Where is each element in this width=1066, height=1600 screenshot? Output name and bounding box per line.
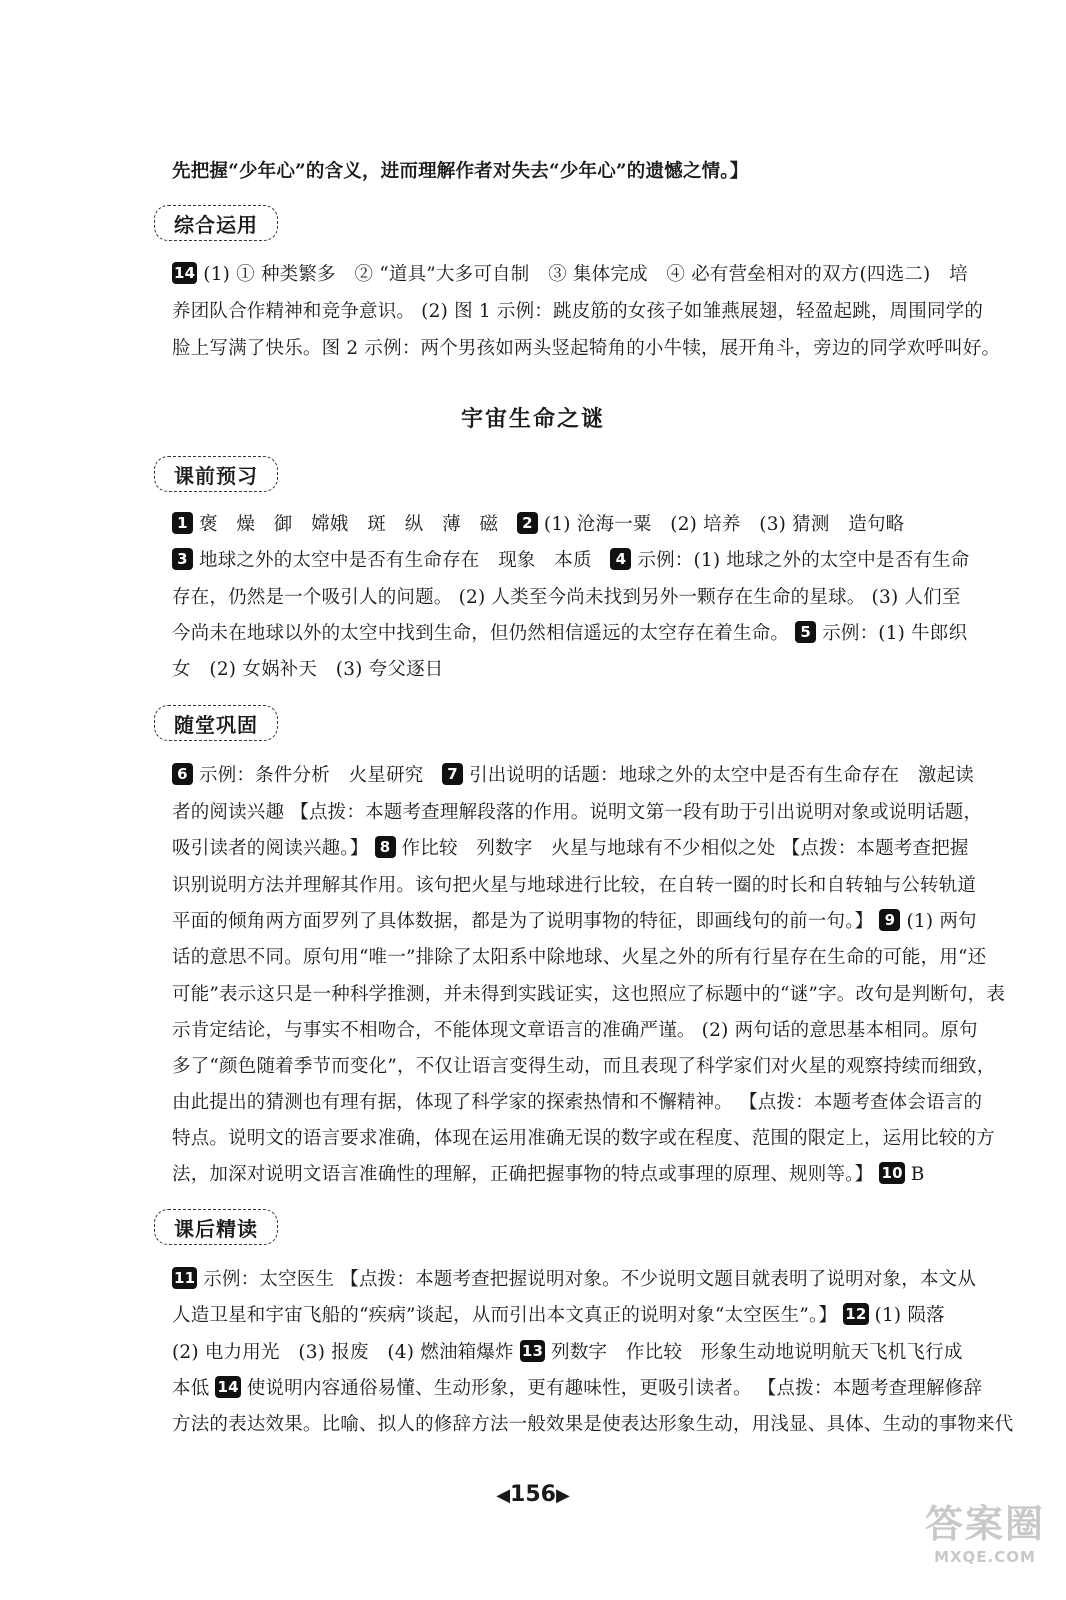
text-line: 话的意思不同。原句用“唯一”排除了太阳系中除地球、火星之外的所有行星存在生命的可能，用“还 (172, 947, 987, 968)
text-line: 脸上写满了快乐。图 2 示例：两个男孩如两头竖起犄角的小牛犊，展开角斗，旁边的同学欢呼叫好。 (172, 338, 1001, 359)
arrow-right-icon: ▶ (555, 1485, 570, 1506)
question-number-badge: 3 (172, 548, 193, 570)
question-number-badge: 11 (174, 1269, 196, 1287)
question-number-badge: 1 (172, 512, 193, 534)
text-line: 养团队合作精神和竞争意识。 (2) 图 1 示例：跳皮筋的女孩子如雏燕展翅，轻盈起跳，周围同学的 (172, 301, 984, 322)
section-tag-zonghe: 综合运用 (154, 205, 278, 241)
text-line: 本低 14 使说明内容通俗易懂、生动形象，更有趣味性，更吸引读者。 【点拨：本题考查理解修辞 (172, 1378, 983, 1399)
text-line: 方法的表达效果。比喻、拟人的修辞方法一般效果是使表达形象生动，用浅显、具体、生动的事物来代 (172, 1414, 1014, 1435)
question-number-badge: 14 (174, 264, 196, 282)
text-line: (2) 电力用光 (3) 报废 (4) 燃油箱爆炸 13 列数字 作比较 形象生动地说明航天飞机飞行成 (172, 1342, 963, 1363)
section-title: 宇宙生命之谜 (460, 407, 605, 432)
question-number-badge: 4 (610, 548, 631, 570)
text-line: 示肯定结论，与事实不相吻合，不能体现文章语言的准确严谨。 (2) 两句话的意思基本相同。原句 (172, 1020, 978, 1041)
text-line: 多了“颜色随着季节而变化”，不仅让语言变得生动，而且表现了科学家们对火星的观察持续而细致， (172, 1056, 996, 1077)
text-line: 平面的倾角两方面罗列了具体数据，都是为了说明事物的特征，即画线句的前一句。】 9 (1) 两句 (172, 911, 977, 932)
page-number: ◀156▶ (496, 1482, 570, 1507)
text-line: 女 (2) 女娲补天 (3) 夸父逐日 (172, 659, 444, 680)
text-line: 6 示例：条件分析 火星研究 7 引出说明的话题：地球之外的太空中是否有生命存在 激起读 (172, 761, 1020, 791)
text-line: 1 褒 燥 御 嫦娥 斑 纵 薄 磁 2 (1) 沧海一粟 (2) 培养 (3) 猜测 造句略 (172, 510, 1020, 540)
watermark-logo: 答案圈 MXQE.COM (924, 1502, 1045, 1566)
question-number-badge: 5 (795, 621, 816, 643)
question-number-badge: 9 (879, 909, 900, 931)
text-line: 法，加深对说明文语言准确性的理解，正确把握事物的特点或事理的原理、规则等。】 10 B (172, 1164, 925, 1185)
text-line: 特点。说明文的语言要求准确，体现在运用准确无误的数字或在程度、范围的限定上，运用比较的方 (172, 1128, 995, 1149)
text-line: 3 地球之外的太空中是否有生命存在 现象 本质 4 示例：(1) 地球之外的太空中是否有生命 (172, 546, 1020, 576)
text-line: 14 (1) ① 种类繁多 ② “道具”大多可自制 ③ 集体完成 ④ 必有营垒相对的双方(四选二) 培 (174, 264, 968, 285)
arrow-left-icon: ◀ (496, 1485, 511, 1506)
text-line: 先把握“少年心”的含义，进而理解作者对失去“少年心”的遗憾之情。】 (172, 161, 749, 182)
question-number-badge: 10 (881, 1164, 903, 1182)
question-number-badge: 13 (521, 1342, 544, 1360)
text-line: 识别说明方法并理解其作用。该句把火星与地球进行比较，在自转一圈的时长和自转轴与公转轨道 (172, 875, 977, 896)
section-tag-khjd: 课后精读 (154, 1209, 278, 1245)
text-line: 可能”表示这只是一种科学推测，并未得到实践证实，这也照应了标题中的“谜”字。改句是判断句，表 (172, 984, 1006, 1005)
question-number-badge: 2 (517, 512, 538, 534)
text-line: 人造卫星和宇宙飞船的“疾病”谈起，从而引出本文真正的说明对象“太空医生”。】 12 (1) 陨落 (172, 1305, 945, 1326)
question-number-badge: 12 (845, 1305, 867, 1323)
text-line: 吸引读者的阅读兴趣。】 8 作比较 列数字 火星与地球有不少相似之处 【点拨：本题考查把握 (172, 838, 969, 859)
section-tag-kqyx: 课前预习 (154, 456, 278, 492)
text-line: 者的阅读兴趣 【点拨：本题考查理解段落的作用。说明文第一段有助于引出说明对象或说明话题， (172, 802, 983, 823)
question-number-badge: 8 (375, 836, 396, 858)
section-tag-stgg: 随堂巩固 (154, 705, 278, 741)
question-number-badge: 14 (217, 1378, 239, 1396)
question-number-badge: 6 (172, 763, 193, 785)
text-line: 今尚未在地球以外的太空中找到生命，但仍然相信遥远的太空存在着生命。 5 示例：(1) 牛郎织 (172, 623, 968, 644)
question-number-badge: 7 (442, 763, 463, 785)
text-line: 11 示例：太空医生 【点拨：本题考查把握说明对象。不少说明文题目就表明了说明对象，本文从 (174, 1269, 977, 1290)
text-line: 存在，仍然是一个吸引人的问题。 (2) 人类至今尚未找到另外一颗存在生命的星球。 (3) 人们至 (172, 587, 961, 608)
text-line: 由此提出的猜测也有理有据，体现了科学家的探索热情和不懈精神。 【点拨：本题考查体会语言的 (172, 1092, 983, 1113)
